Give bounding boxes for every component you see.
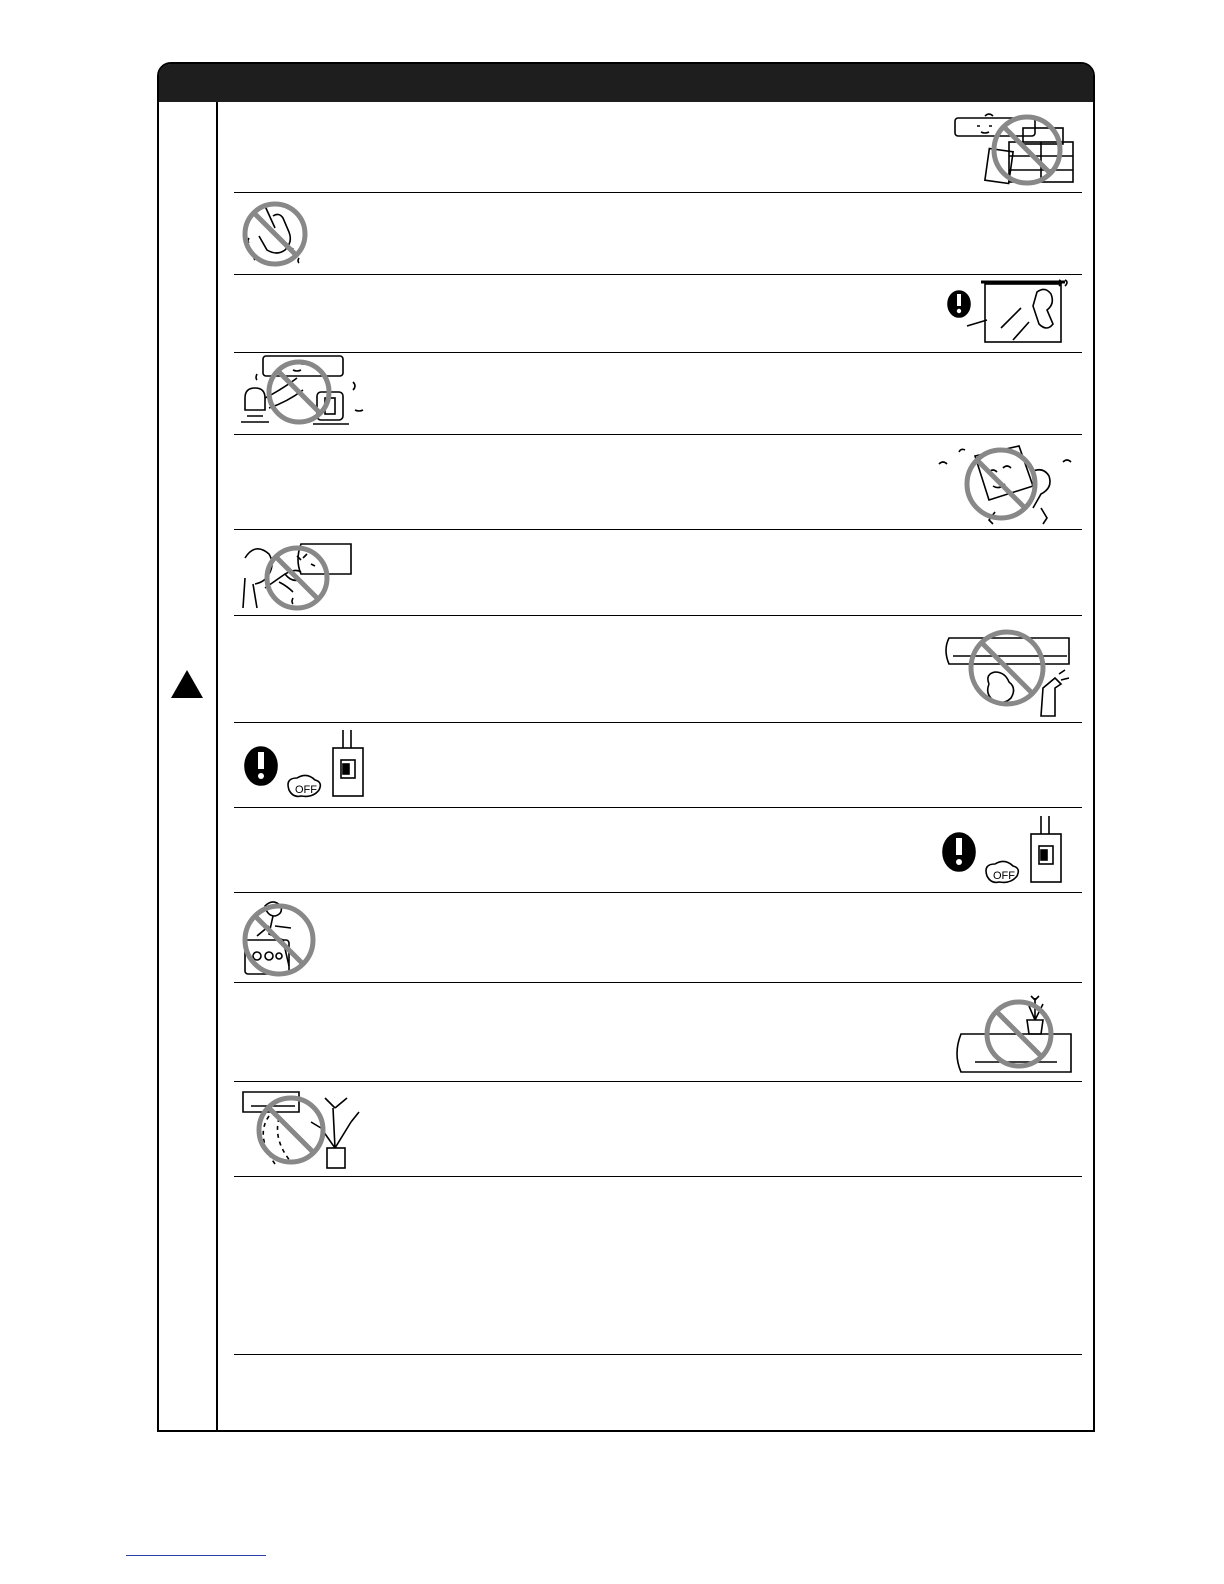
row-separator (234, 807, 1082, 808)
row-separator (234, 1176, 1082, 1177)
no-plant-on-unit-icon (945, 990, 1075, 1078)
warning-triangle-icon (169, 668, 205, 700)
ventilate-window-icon (941, 278, 1071, 348)
off-label: OFF (993, 870, 1015, 882)
no-water-spray-icon (239, 538, 359, 614)
row-separator (234, 274, 1082, 275)
row-separator (234, 722, 1082, 723)
row-separator (234, 892, 1082, 893)
safety-precautions-table (157, 62, 1095, 1432)
switch-off-breaker-icon (937, 812, 1071, 888)
no-objects-blocking-unit-icon (947, 112, 1079, 188)
no-direct-airflow-on-plants-icon (239, 1086, 369, 1172)
left-column-divider (216, 102, 218, 1430)
no-heat-source-near-unit-icon (237, 352, 367, 430)
footer-link-underline[interactable] (126, 1555, 266, 1556)
row-separator (234, 982, 1082, 983)
row-separator (234, 1081, 1082, 1082)
no-shaking-unit-icon (935, 442, 1075, 528)
switch-off-breaker-icon (239, 726, 373, 802)
no-flammable-spray-icon (943, 628, 1079, 718)
no-climbing-outdoor-unit-icon (239, 896, 319, 980)
row-separator (234, 434, 1082, 435)
row-separator (234, 1354, 1082, 1355)
row-separator (234, 529, 1082, 530)
table-header-bar (159, 64, 1093, 102)
off-label: OFF (295, 784, 317, 796)
row-separator (234, 192, 1082, 193)
no-wet-hands-icon (237, 198, 313, 268)
row-separator (234, 615, 1082, 616)
